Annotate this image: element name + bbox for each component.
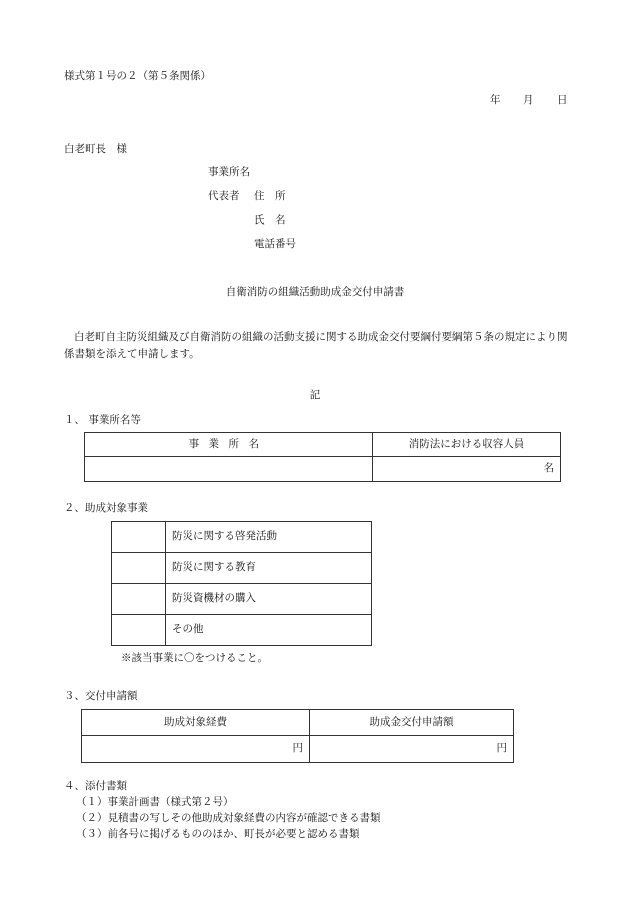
addressee: 白老町長 様 [64, 143, 127, 155]
body-text: 白老町自主防災組織及び自衛消防の組織の活動支援に関する助成金交付要綱付要綱第５条の規定により関係書類を添えて申請します。 [64, 331, 568, 360]
program-mark-cell[interactable] [112, 522, 166, 553]
requested-amount-header: 助成金交付申請額 [310, 710, 514, 736]
program-mark-cell[interactable] [112, 553, 166, 584]
office-table [84, 432, 561, 482]
section3-heading: ３、交付申請額 [64, 690, 138, 702]
ki-label: 記 [309, 389, 321, 401]
capacity-header: 消防法における収容人員 [373, 433, 561, 457]
section4-heading: ４、添付書類 [64, 780, 127, 792]
program-table [111, 521, 372, 646]
attachment-item: （２）見積書の写しその他助成対象経費の内容が確認できる書類 [76, 812, 381, 824]
capacity-cell[interactable]: 名 [373, 457, 561, 482]
program-item: 防災に関する教育 [166, 553, 372, 584]
amount-table [81, 709, 514, 763]
document-title: 自衛消防の組織活動助成金交付申請書 [225, 286, 405, 298]
section2-heading: ２、助成対象事業 [64, 502, 148, 514]
attachment-item: （３）前各号に掲げるもののほか、町長が必要と認める書類 [76, 828, 360, 840]
office-name-label: 事業所名 [208, 166, 250, 178]
program-note: ※該当事業に〇をつけること。 [121, 652, 268, 664]
office-name-header: 事業所名 [85, 433, 373, 457]
program-mark-cell[interactable] [112, 584, 166, 615]
attachment-item: （１）事業計画書（様式第２号） [76, 796, 234, 808]
program-item: 防災資機材の購入 [166, 584, 372, 615]
eligible-cost-cell[interactable]: 円 [82, 736, 310, 763]
program-item: その他 [166, 615, 372, 646]
section1-heading: １、 事業所名等 [64, 414, 141, 426]
program-item: 防災に関する啓発活動 [166, 522, 372, 553]
form-number: 様式第１号の２（第５条関係） [64, 70, 211, 82]
date-year: 年 [490, 94, 501, 106]
date-day: 日 [557, 94, 568, 106]
requested-amount-cell[interactable]: 円 [310, 736, 514, 763]
representative-label: 代表者 [208, 190, 240, 202]
name-label: 氏 名 [254, 214, 286, 226]
eligible-cost-header: 助成対象経費 [82, 710, 310, 736]
address-label: 住 所 [254, 190, 286, 202]
phone-label: 電話番号 [254, 238, 296, 250]
office-name-cell[interactable] [85, 457, 373, 482]
date-month: 月 [523, 94, 534, 106]
program-mark-cell[interactable] [112, 615, 166, 646]
